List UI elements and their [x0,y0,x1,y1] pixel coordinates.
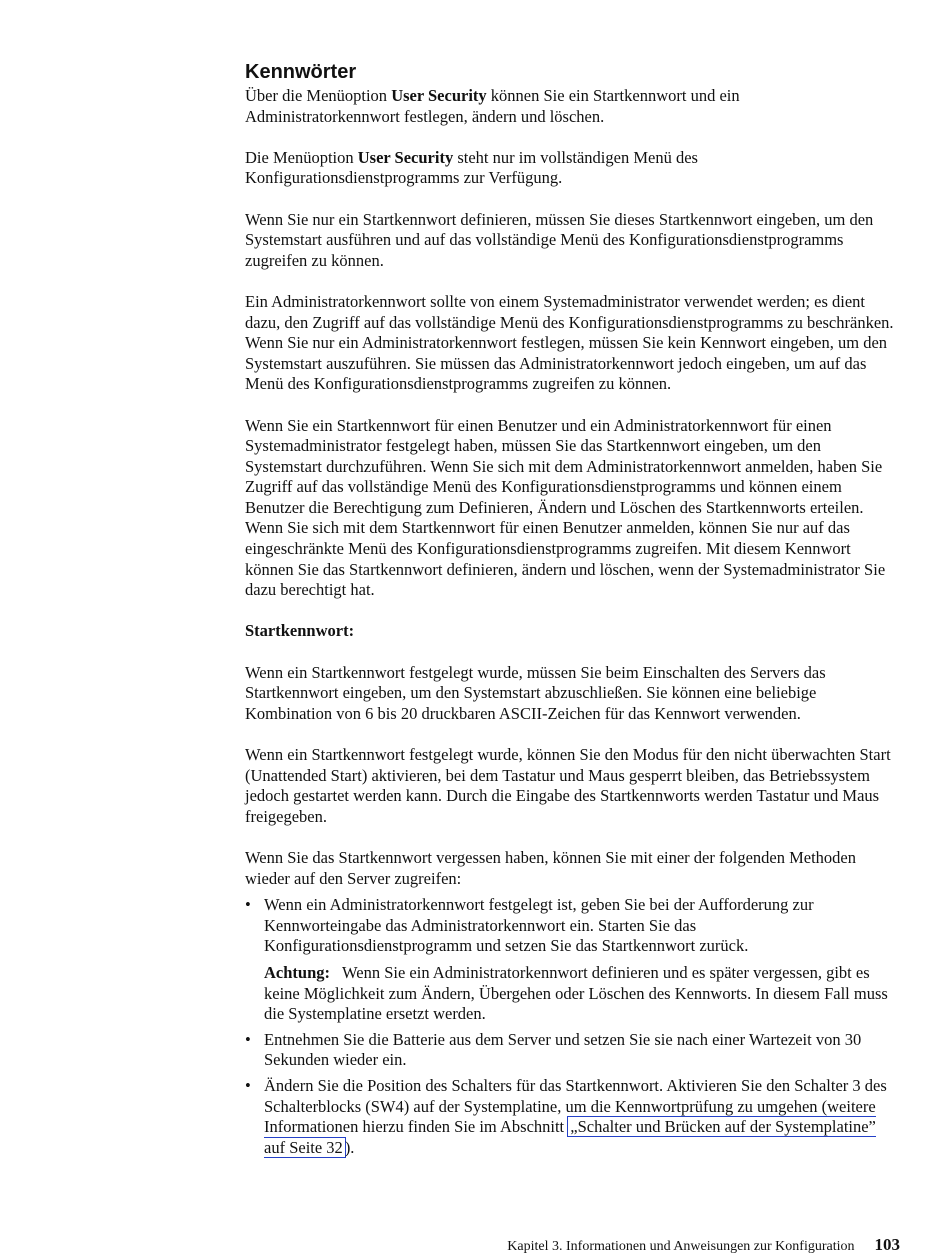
subheading-startup-password: Startkennwort: [245,621,355,641]
paragraph-both-passwords: Wenn Sie ein Startkennwort für einen Benutzer und ein Administratorkennwort für einen Systemadministrator festgelegt haben, müssen Sie das Startkennwort eingeben, um den Systemstart durchzuführen. Wenn Sie sich mit dem Administratorkennwort anmelden, haben Sie Zugriff auf das vollständige Menü des Konfigurationsdienstprogramms und können einem Benutzer die Berechtigung zum Definieren, Ändern und Löschen des Startkennworts erteilen. Wenn Sie sich mit dem Startkennwort für einen Benutzer anmelden, können Sie nur auf das eingeschränkte Menü des Konfigurationsdienstprogramms zugreifen. Mit diesem Kennwort können Sie das Startkennwort definieren, ändern und löschen, wenn der Systemadministrator Sie dazu berechtigt hat. [245,415,886,600]
paragraph-unattended-start: Wenn ein Startkennwort festgelegt wurde, können Sie den Modus für den nicht überwachten Start (Unattended Start) aktivieren, bei dem Tastatur und Maus gesperrt bleiben, das Betriebssystem jedoch gestartet werden kann. Durch die Eingabe des Startkennworts werden Tastatur und Maus freigegeben. [245,745,891,826]
list-item: • Entnehmen Sie die Batterie aus dem Server und setzen Sie sie nach einer Wartezeit von 30 Sekunden wieder ein. [245,1030,897,1071]
p2-menu-option: User Security [357,147,454,167]
cross-reference-link[interactable]: „Schalter und Brücken auf der Systemplatine” auf Seite 32 [264,1117,876,1157]
section-heading: Kennwörter [245,61,357,83]
footer-chapter-title: Kapitel 3. Informationen und Anweisungen zur Konfiguration [507,1239,855,1254]
list-item [245,895,897,1025]
attention-note [264,963,897,1025]
paragraph-user-security-intro [245,86,897,127]
paragraph-user-security-availability [245,148,897,189]
list-item [245,1076,897,1158]
paragraph-startup-password-only: Wenn Sie nur ein Startkennwort definieren, müssen Sie dieses Startkennwort eingeben, um den Systemstart ausführen und auf das vollständige Menü des Konfigurationsdienstprogramms zugreifen zu können. [245,209,874,270]
paragraph-admin-password: Ein Administratorkennwort sollte von einem Systemadministrator verwendet werden; es dient dazu, den Zugriff auf das vollständige Menü des Konfigurationsdienstprogramms zu beschränken. Wenn Sie nur ein Administratorkennwort festlegen, müssen Sie kein Kennwort eingeben, um den Systemstart auszuführen. Sie müssen das Administratorkennwort jedoch eingeben, um auf das Menü des Konfigurationsdienstprogramms zugreifen zu können. [245,291,894,394]
bullet-switch-text-end: ). [344,1137,355,1157]
bullet-admin-password-text: • Wenn ein Administratorkennwort festgelegt ist, geben Sie bei der Aufforderung zur Kennworteingabe das Administratorkennwort ein. Starten Sie das Konfigurationsdienstprogramm und setzen Sie das Startkennwort zurück. [264,895,814,956]
p2-pre: Die Menüoption [245,147,358,167]
paragraph-forgotten-password: Wenn Sie das Startkennwort vergessen haben, können Sie mit einer der folgenden Methoden wieder auf den Server zugreifen: [245,847,856,888]
p1-menu-option: User Security [391,86,487,105]
p1-pre: Über die Menüoption [245,86,392,105]
paragraph-startup-password-entry: Wenn ein Startkennwort festgelegt wurde, müssen Sie beim Einschalten des Servers das Startkennwort eingeben, um den Systemstart abzuschließen. Sie können eine beliebige Kombination von 6 bis 20 druckbaren ASCII-Zeichen für das Kennwort verwenden. [245,662,826,723]
p1-post: können Sie ein Startkennwort und ein Administratorkennwort festlegen, ändern und löschen. [245,86,740,126]
recovery-methods-list [245,895,897,1158]
page-number: 103 [874,1235,900,1254]
attention-label: Achtung: [264,962,331,982]
page-footer [460,1235,900,1257]
bullet-switch-text: Ändern Sie die Position des Schalters für das Startkennwort. Aktivieren Sie den Schalter 3 des Schalterblocks (SW4) auf der Systemplatine, um die Kennwortprüfung zu umgehen (weitere Informationen hierzu finden Sie im Abschnitt [264,1075,887,1137]
p2-post: steht nur im vollständigen Menü des Konfigurationsdienstprogramms zur Verfügung. [245,147,698,188]
document-page [245,60,897,1163]
attention-text: Wenn Sie ein Administratorkennwort definieren und es später vergessen, gibt es keine Möglichkeit zum Ändern, Übergehen oder Löschen des Kennworts. In diesem Fall muss die Systemplatine ersetzt werden. [264,962,888,1024]
